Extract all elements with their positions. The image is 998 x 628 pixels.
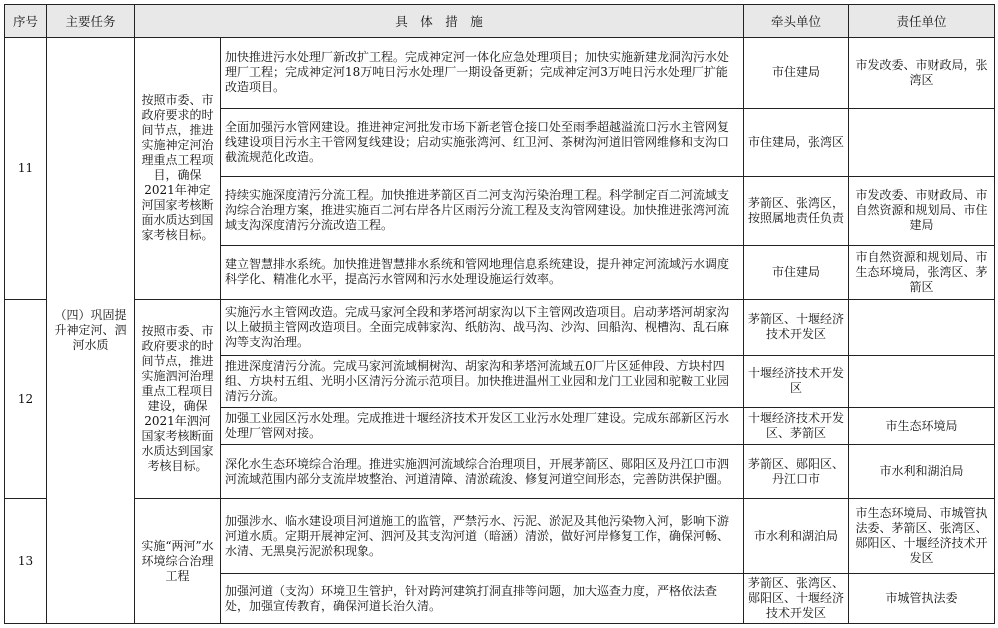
responsible-unit <box>849 299 995 355</box>
measure-cell: 加强河道（支沟）环境卫生管护，针对跨河建筑打洞直排等问题，加大巡查力度，严格依法查处，加强宣传教育，确保河道长治久清。 <box>221 574 744 624</box>
lead-unit: 十堰经济技术开发区 <box>744 355 849 407</box>
measure-cell: 加强涉水、临水建设项目河道施工的监管，严禁污水、污泥、淤泥及其他污染物入河，影响下游河道水质。定期开展神定河、泗河及其支沟河道（暗涵）清淤，做好河岸修复工作，确保河畅、水清、无黑臭污泥淤积现象。 <box>221 499 744 574</box>
header-task: 主要任务 <box>47 5 135 38</box>
measure-cell: 建立智慧排水系统。加快推进智慧排水系统和管网地理信息系统建设，提升神定河流域污水调度科学化、精准化水平，提高污水管网和污水处理设施运行效率。 <box>221 245 744 299</box>
header-lead: 牵头单位 <box>744 5 849 38</box>
measure-cell: 全面加强污水管网建设。推进神定河批发市场下新老管仓接口处至雨季超越溢流口污水主管网复线建设项目污水主干管网复线建设；启动实施张湾河、红卫河、茶树沟河道旧管网维修和支沟口截流规范化改造。 <box>221 108 744 177</box>
responsible-unit: 市发改委、市财政局、市自然资源和规划局、市住建局 <box>849 177 995 246</box>
responsible-unit: 市生态环境局、市城管执法委、茅箭区、张湾区、郧阳区、十堰经济技术开发区 <box>849 499 995 574</box>
measure-cell: 加快推进污水处理厂新改扩工程。完成神定河一体化应急处理项目；加快实施新建龙洞沟污水处理厂工程；完成神定河18万吨日污水处理厂一期设备更新；完成神定河3万吨日污水处理厂扩能改造项目。 <box>221 38 744 109</box>
lead-unit: 茅箭区、十堰经济技术开发区 <box>744 299 849 355</box>
main-task: （四）巩固提升神定河、泗河水质 <box>47 38 135 624</box>
lead-unit: 十堰经济技术开发区、茅箭区 <box>744 407 849 444</box>
lead-unit: 市住建局 <box>744 38 849 109</box>
lead-unit: 茅箭区、郧阳区、丹江口市 <box>744 445 849 499</box>
responsible-unit: 市城管执法委 <box>849 574 995 624</box>
row-number: 11 <box>5 38 47 300</box>
header-resp: 责任单位 <box>849 5 995 38</box>
lead-unit: 茅箭区、张湾区，按照属地责任负责 <box>744 177 849 246</box>
header-no: 序号 <box>5 5 47 38</box>
table-row <box>5 499 995 574</box>
sub-task: 按照市委、市政府要求的时间节点，推进实施神定河治理重点工程项目，确保2021年神定河国家考核断面水质达到国家考核目标。 <box>135 38 221 300</box>
table-row <box>5 38 995 109</box>
lead-unit: 茅箭区、张湾区、郧阳区、十堰经济技术开发区 <box>744 574 849 624</box>
responsible-unit: 市水利和湖泊局 <box>849 445 995 499</box>
measure-cell: 深化水生态环境综合治理。推进实施泗河流域综合治理项目，开展茅箭区、郧阳区及丹江口市泗河流域范围内部分支流岸坡整治、河道清障、清淤疏浚、修复河道空间形态，完善防洪保护圈。 <box>221 445 744 499</box>
responsible-unit: 市自然资源和规划局、市生态环境局，张湾区、茅箭区 <box>849 245 995 299</box>
sub-task: 按照市委、市政府要求的时间节点，推进实施泗河治理重点工程项目建设，确保2021年泗河国家考核断面水质达到国家考核目标。 <box>135 299 221 498</box>
row-number: 12 <box>5 299 47 498</box>
lead-unit: 市住建局，张湾区 <box>744 108 849 177</box>
lead-unit: 市住建局 <box>744 245 849 299</box>
lead-unit: 市水利和湖泊局 <box>744 499 849 574</box>
measure-cell: 加强工业园区污水处理。完成推进十堰经济技术开发区工业污水处理厂建设。完成东部新区污水处理厂管网对接。 <box>221 407 744 444</box>
header-row <box>5 5 995 38</box>
responsible-unit <box>849 108 995 177</box>
responsible-unit <box>849 355 995 407</box>
measures-table <box>4 4 995 624</box>
measure-cell: 推进深度清污分流。完成马家河流域桐树沟、胡家沟和茅塔河流域五0厂片区延伸段、方块村四组、方块村五组、光明小区清污分流示范项目。加快推进温州工业园和龙门工业园和驼鞍工业园清污分流。 <box>221 355 744 407</box>
responsible-unit: 市生态环境局 <box>849 407 995 444</box>
table-row <box>5 299 995 355</box>
header-measures: 具 体 措 施 <box>135 5 744 38</box>
measure-cell: 实施污水主管网改造。完成马家河全段和茅塔河胡家沟以下主管网改造项目。启动茅塔河胡家沟以上破损主管网改造项目。全面完成韩家沟、纸舫沟、战马沟、沙沟、回船沟、枧槽沟、乱石麻沟等支沟治理。 <box>221 299 744 355</box>
responsible-unit: 市发改委、市财政局，张湾区 <box>849 38 995 109</box>
row-number: 13 <box>5 499 47 624</box>
measure-cell: 持续实施深度清污分流工程。加快推进茅箭区百二河支沟污染治理工程。科学制定百二河流域支沟综合治理方案，推进实施百二河右岸各片区雨污分流工程及支沟管网建设。加快推进张湾河流域支沟深度清污分流改造工程。 <box>221 177 744 246</box>
sub-task: 实施“两河”水环境综合治理工程 <box>135 499 221 624</box>
